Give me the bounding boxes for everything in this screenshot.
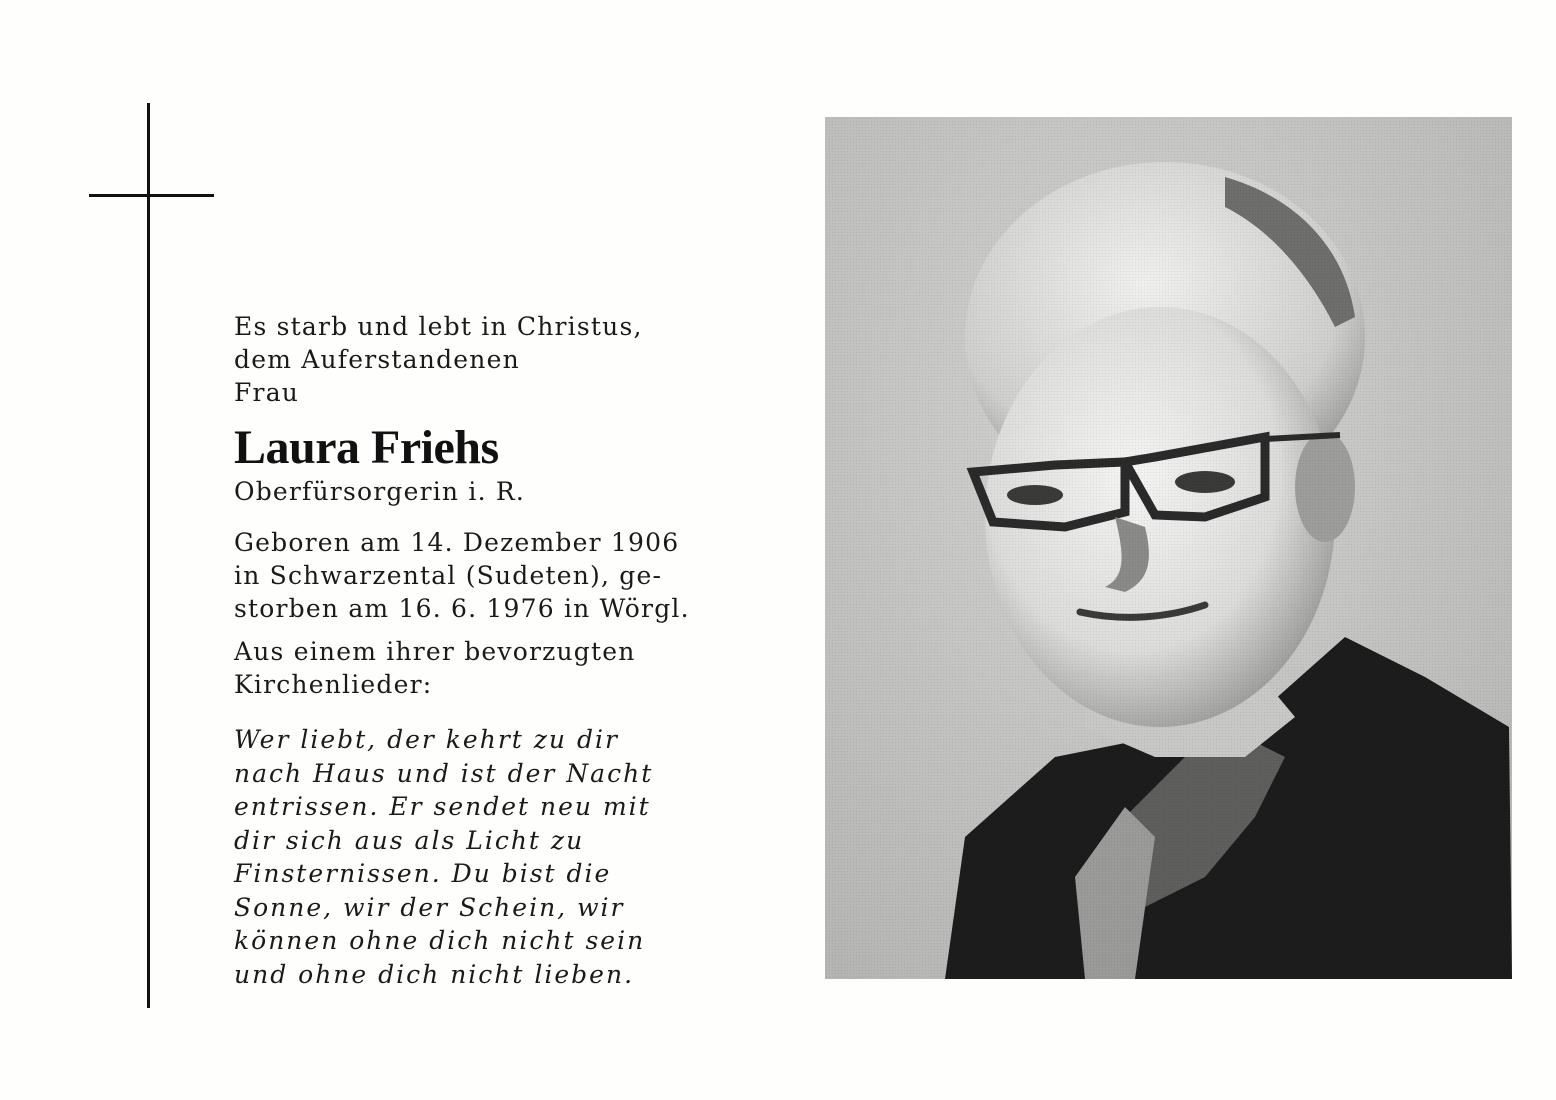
dates-line: in Schwarzental (Sudeten), ge- — [234, 561, 663, 590]
hymn-intro — [234, 635, 704, 701]
portrait-photo — [825, 117, 1512, 979]
hymn-intro-line: Kirchenlieder: — [234, 670, 433, 699]
verse-line: und ohne dich nicht lieben. — [234, 959, 635, 989]
verse-line: nach Haus und ist der Nacht — [234, 758, 654, 788]
intro-text — [234, 310, 704, 409]
dates-line: storben am 16. 6. 1976 in Wörgl. — [234, 594, 690, 623]
dates-line: Geboren am 14. Dezember 1906 — [234, 528, 680, 557]
deceased-title: Oberfürsorgerin i. R. — [234, 477, 526, 506]
intro-line: dem Auferstandenen — [234, 345, 520, 374]
verse-line: entrissen. Er sendet neu mit — [234, 792, 651, 821]
intro-line: Es starb und lebt in Christus, — [234, 312, 643, 341]
intro-line: Frau — [234, 378, 300, 407]
verse-line: können ohne dich nicht sein — [234, 926, 646, 955]
verse-line: dir sich aus als Licht zu — [234, 825, 585, 855]
hymn-verse — [234, 723, 704, 991]
hymn-intro-line: Aus einem ihrer bevorzugten — [234, 637, 636, 666]
verse-line: Sonne, wir der Schein, wir — [234, 892, 625, 922]
verse-line: Wer liebt, der kehrt zu dir — [234, 725, 619, 754]
cross-vertical-bar — [147, 103, 150, 1008]
deceased-name: Laura Friehs — [234, 421, 499, 474]
obituary-text — [234, 310, 704, 991]
cross-horizontal-bar — [89, 194, 214, 197]
verse-line: Finsternissen. Du bist die — [234, 859, 612, 888]
life-dates — [234, 526, 704, 625]
